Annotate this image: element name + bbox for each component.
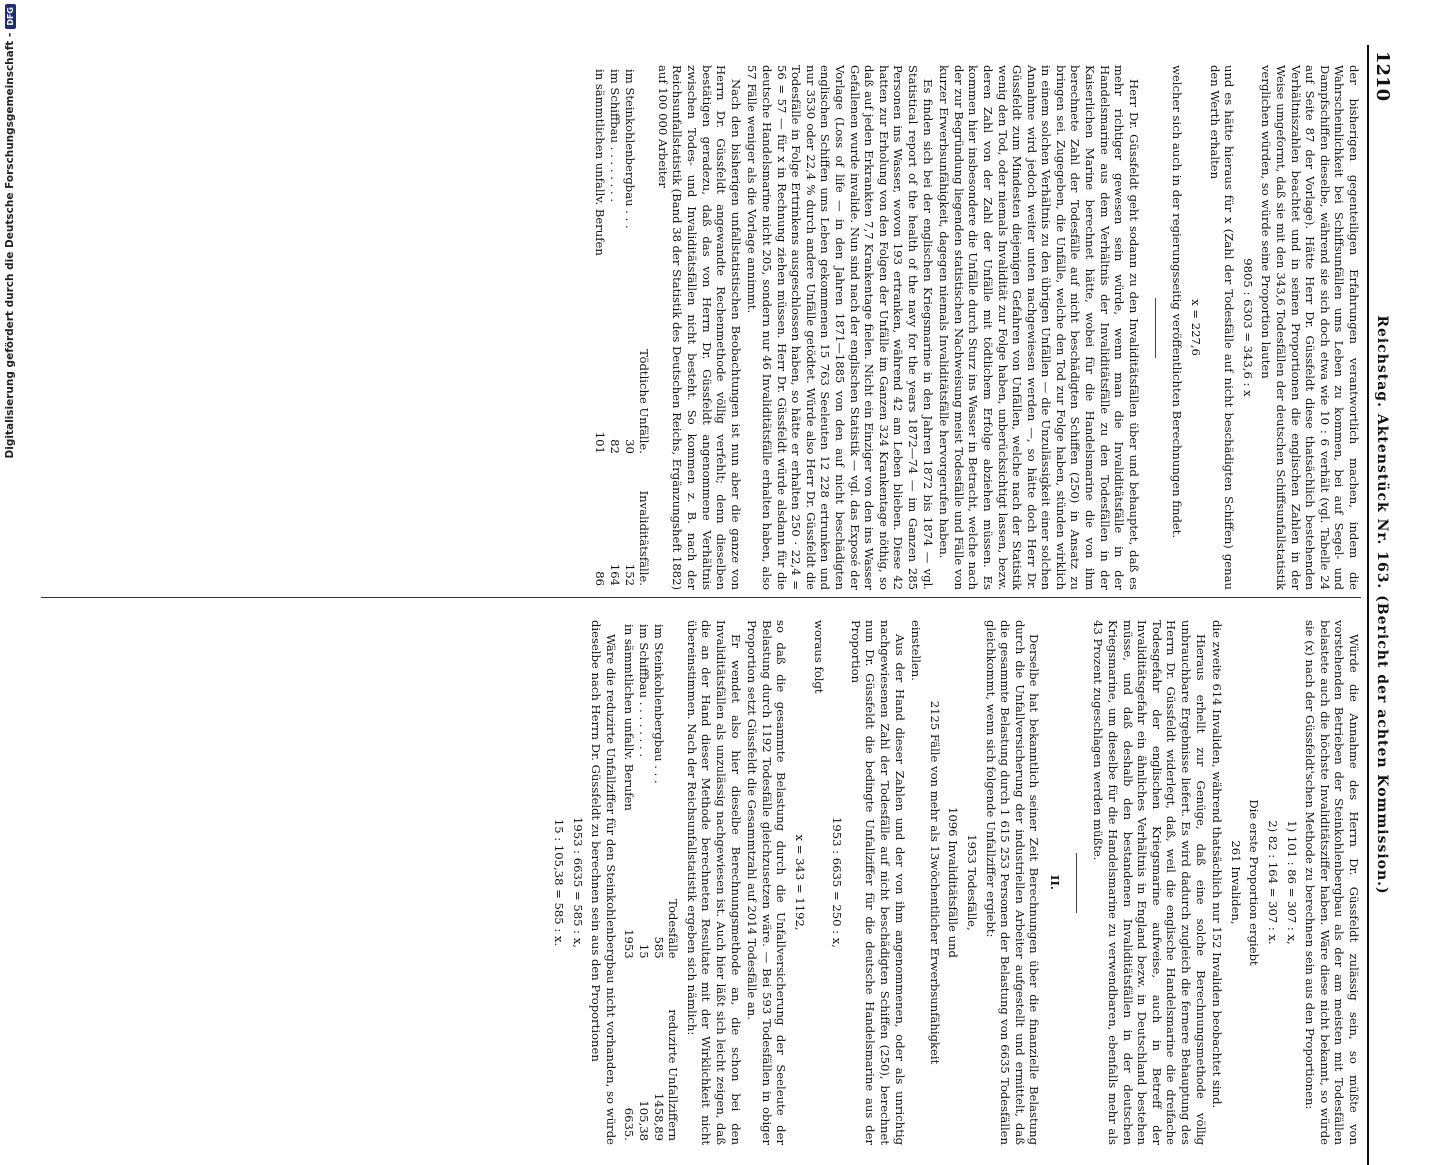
paragraph: Derselbe hat bekanntlich seiner Zeit Berechnungen über die finanzielle Belastung durch die Unfallversicherung der industriellen Arbeiter aufgestellt und ermittelt, daß die gesammte Belastung durch 1 615 253 Personen der Belastung von 6635 Todesfällen gleichkommt, wenn sich folgende Unfallziffer ergiebt: bbox=[983, 620, 1042, 1145]
table-cell: 30 bbox=[622, 439, 637, 454]
list-line: 2125 Fälle von mehr als 13wöchentlicher Erwerbsunfähigkeit bbox=[927, 700, 942, 1065]
table-row bbox=[651, 620, 666, 1145]
accident-table bbox=[622, 620, 680, 1145]
table-cell: 1458,89 bbox=[651, 1093, 666, 1141]
paragraph: Wäre die reduzirte Unfallziffer für den Steinkohlenbergbau nicht vorhanden, so würde dieselbe nach Herrn Dr. Güssfeldt zu berechnen sein aus den Proportionen bbox=[589, 620, 618, 1145]
formula: 261 Invaliden, bbox=[1228, 840, 1243, 925]
table-header-cell: reduzirte Unfallziffern bbox=[666, 1009, 681, 1141]
table-cell: im Steinkohlenbergbau . . . bbox=[651, 624, 666, 784]
paragraph: Die erste Proportion ergiebt bbox=[1247, 799, 1262, 966]
dfg-logo: DFG bbox=[5, 4, 16, 29]
formula: 15 : 105,38 = 585 : x. bbox=[552, 818, 567, 947]
paragraph: und es hätte hieraus für x (Zahl der Todesfälle auf nicht beschädigten Schiffen) genau den Werth erhalten bbox=[1207, 65, 1237, 590]
paragraph: woraus folgt bbox=[811, 620, 826, 694]
table-cell: 105,38 bbox=[637, 1100, 652, 1141]
table-header-cell bbox=[637, 65, 652, 314]
page-number: 1210 bbox=[1372, 51, 1393, 102]
table-cell: 585 bbox=[651, 936, 666, 959]
table-cell: 1953 bbox=[622, 929, 637, 959]
paragraph: Hieraus erhellt zur Genüge, daß eine solche Berechnungsmethode völlig unbrauchbare Ergebnisse liefert. Es wird dadurch zugleich die fernere Behauptung des Herrn Dr. Güssfeldt widerlegt, daß, weil die englische Handelsmarine die dreifache Todesgefahr der englischen Kriegsmarine aufweise, auch in Betreff der Invaliditätsgefahr ein ähnliches Verhältnis in England bezw. in Deutschland bestehen müsse, und daß deshalb den bestandenen Invaliditätsfällen in der deutschen Kriegsmarine, um dieselbe für die Handelsmarine zu verwendbaren, ebenfalls mehr als 43 Prozent zugeschlagen werden müßte. bbox=[1091, 620, 1208, 1145]
table-row bbox=[622, 620, 637, 1145]
table-row bbox=[593, 65, 608, 590]
paragraph: Würde die Annahme des Herrn Dr. Güssfeldt zulässig sein, so müßte von vorstehenden Betrieben der Steinkohlenbergbau als der am meisten mit Todesfällen belastete auch die höchste Invaliditätsziffer haben. Wäre diese nicht bekannt, so würde sie (x) nach der Güssfeldt'schen Methode zu berechnen sein aus den Proportionen: bbox=[1303, 620, 1361, 1145]
formula: 1) 101 : 86 = 307 : x, bbox=[1284, 820, 1299, 945]
page-header bbox=[1367, 45, 1395, 1165]
table-header-cell: Tödtliche Unfälle. bbox=[637, 349, 652, 454]
running-title: Reichstag. Aktenstück Nr. 163. (Bericht der achten Kommission.) bbox=[1374, 315, 1390, 895]
paragraph: welcher sich auch in der regierungsseitig veröffentlichten Berechnungen findet. bbox=[1170, 65, 1185, 539]
paragraph: Herr Dr. Güssfeldt geht sodann zu den Invaliditätsfällen über und behauptet, daß es mehr richtiger gewesen sein würde, wenn man die Invaliditätsfälle in der Handelsmarine aus dem Verhältnis der Invaliditätsfälle zu den Todesfällen in der Kaiserlichen Marine berechnet hätte, wobei für die Handelsmarine die von ihm berechnete Zahl der Todesfälle auf nicht beschädigten Schiffen (250) in Ansatz zu bringen sei. Zugegeben, die Unfälle, welche den Tod zur Folge haben, stünden wirklich in einem solchen Verhältnis zu den übrigen Unfällen — die Unzulässigkeit einer solchen Annahme wird jedoch weiter unten nachgewiesen werden —, so hätte doch Herr Dr. Güssfeldt zum Mindesten diejenigen Gefahren von Unfällen, welche nach der Statistik wenig den Tod, oder niemals Invalidität zur Folge haben, unberücksichtigt lassen, bezw. deren Zahl von der Zahl der Unfälle mit tödtlichem Erfolge abziehen müssen. Es kommen hier insbesondere die Unfälle durch Sturz ins Wasser in Betracht, welche nach der zur Begründung liegenden statistischen Nachweisung meist Todesfälle und Fälle von kurzer Erwerbsunfähigkeit, dagegen niemals Invaliditätsfälle hervorgerufen haben. bbox=[937, 65, 1141, 590]
right-column bbox=[31, 620, 1361, 1145]
table-cell: 15 bbox=[637, 943, 652, 959]
list-line: 1953 Todesfälle, bbox=[964, 834, 979, 931]
paragraph: einstellen. bbox=[909, 620, 924, 681]
table-cell: in sämmtlichen unfallv. Berufen bbox=[622, 624, 637, 811]
separator-rule bbox=[1155, 298, 1156, 358]
table-header-row bbox=[666, 620, 681, 1145]
accident-table bbox=[593, 65, 651, 590]
table-row bbox=[636, 620, 651, 1145]
separator-rule bbox=[1076, 853, 1077, 913]
digitization-credit bbox=[0, 0, 20, 1000]
paragraph: Nach den bisherigen unfallstatistischen Beobachtungen ist nun aber die ganze von Herrn Dr. Güssfeldt angewandte Rechenmethode völlig verfehlt; denn dieselben bestätigen geradezu, daß das von Herrn Dr. Güssfeldt angenommene Verhältnis zwischen Todes- und Invaliditätsfällen nicht besteht. So kommen z. B. nach der Reichsunfallstatistik (Band 38 der Statistik des Deutschen Reichs, Ergänzungsheft 1882) auf 100 000 Arbeiter bbox=[655, 65, 743, 590]
formula: 2) 82 : 164 = 307 : x. bbox=[1266, 820, 1281, 945]
table-cell: 152 bbox=[622, 563, 637, 586]
table-header-row bbox=[637, 65, 652, 590]
paragraph: Es finden sich bei der englischen Kriegsmarine in den Jahren 1872 bis 1874 — vgl. Statistical report of the health of the navy for the years 1872—74 — im Ganzen 285 Personen ins Wasser, wovon 193 ertranken, während 42 am Leben blieben. Diese 42 hatten zur Erholung von den Folgen der Unfälle im Ganzen 324 Krankentage nöthig, so daß auf jeden Erkrankten 7,7 Krankentage fielen. Nicht ein Einziger von den ins Wasser Gefallenen wurde invalide. Nun sind nach der englischen Statistik — vgl. das Exposé der Vorlage (Loss of life — in den Jahren 1871—1885 von den auf nicht beschädigten englischen Schiffen ums Leben gekommenen 15 763 Seeleuten 12 228 ertrunken und nur 3530 oder 22,4 % durch andere Unfälle getödtet. Würde also Herr Dr. Güssfeldt die Todesfälle in Folge Ertrinkens ausgeschlossen haben, so hätte er erhalten 250 · 22,4 = 56 = 57 — für x in Rechnung ziehen müssen. Herr Dr. Güssfeldt würde alsdann für die deutsche Handelsmarine nicht 205, sondern nur 46 Invaliditätsfälle erhalten haben, also 57 Fälle weniger als die Vorlage annimmt. bbox=[745, 65, 935, 590]
formula: x = 343 = 1192, bbox=[793, 834, 807, 931]
table-cell: 86 bbox=[593, 571, 608, 586]
section-heading: II. bbox=[1047, 875, 1062, 890]
table-cell: 6635. bbox=[622, 1107, 637, 1141]
table-cell: 101 bbox=[593, 431, 608, 454]
table-cell: 82 bbox=[608, 439, 623, 454]
table-header-cell: Invaliditätsfälle. bbox=[637, 490, 652, 586]
paragraph: so daß die gesammte Belastung durch die Unfallversicherung der Seeleute der Belastung durch 1192 Todesfälle gleichzusetzen wäre. — Bei 593 Todesfällen in obiger Proportion setzt Güssfeldt die Gesammtzahl auf 2014 Todesfälle an. bbox=[745, 620, 789, 1145]
formula: 1953 : 6635 = 585 : x, bbox=[570, 816, 585, 948]
credit-text: Digitalisierung gefördert durch die Deutsche Forschungsgemeinschaft - bbox=[4, 32, 16, 459]
table-cell: im Steinkohlenbergbau . . . bbox=[622, 69, 637, 229]
table-cell: 164 bbox=[608, 563, 623, 586]
list-line: 1096 Invaliditätsfälle und bbox=[946, 807, 961, 958]
paragraph: Er wendet also hier dieselbe Berechnungsmethode an, die schon bei den Invaliditätsfällen als unzulässig nachgewiesen ist. Auch hier läßt sich leicht zeigen, daß die an der Hand dieser Methode berechneten Resultate mit der Wirklichkeit nicht übereinstimmen. Nach der Reichsunfallstatistik ergeben sich nämlich: bbox=[684, 620, 743, 1145]
table-cell: im Schiffbau . . . . . . . . bbox=[637, 624, 652, 757]
left-column bbox=[31, 65, 1361, 590]
formula: 9805 : 6303 = 343,6 : x bbox=[1240, 258, 1255, 397]
table-header-cell bbox=[666, 620, 681, 874]
paragraph: Aus der Hand dieser Zahlen und der von ihm angenommenen, oder als unrichtig nachgewiesenen Zahl der Todesfälle auf nicht beschädigten Schiffen (250), berechnet nun Dr. Güssfeldt die bedingte Unfallziffer für die deutsche Handelsmarine aus der Proportion bbox=[848, 620, 907, 1145]
formula: x = 227,6 bbox=[1189, 299, 1204, 356]
paragraph: die zweite 614 Invaliden, während thatsächlich nur 152 Invaliden beobachtet sind. bbox=[1210, 620, 1225, 1109]
formula: 1953 : 6635 = 250 : x, bbox=[830, 816, 845, 948]
table-cell: in sämmtlichen unfallv. Berufen bbox=[593, 69, 608, 256]
table-cell: im Schiffbau . . . . . . . . bbox=[608, 69, 623, 202]
table-row bbox=[608, 65, 623, 590]
table-row bbox=[622, 65, 637, 590]
document-page bbox=[5, 45, 1395, 1165]
column-divider bbox=[41, 597, 1361, 598]
paragraph: der bisherigen gegenteiligen Erfahrungen verantwortlich machen, indem die Wahrscheinlichkeit bei Schiffsunfällen ums Leben zu kommen, bei auf Segel- und Dampfschiffen dieselbe, während sie sich doch etwa wie 10 : 6 verhält (vgl. Tabelle 24 auf Seite 87 der Vorlage). Hätte Herr Dr. Güssfeldt diese thatsächlich bestehenden Verhältniszahlen beachtet und in seinen Proportionen die englischen Zahlen in der Weise umgeformt, daß sie mit den 343,6 Todesfällen der deutschen Schiffsunfallstatistik verglichen würden, so würde seine Proportion lauten bbox=[1259, 65, 1361, 590]
table-header-cell: Todesfälle bbox=[666, 899, 681, 959]
